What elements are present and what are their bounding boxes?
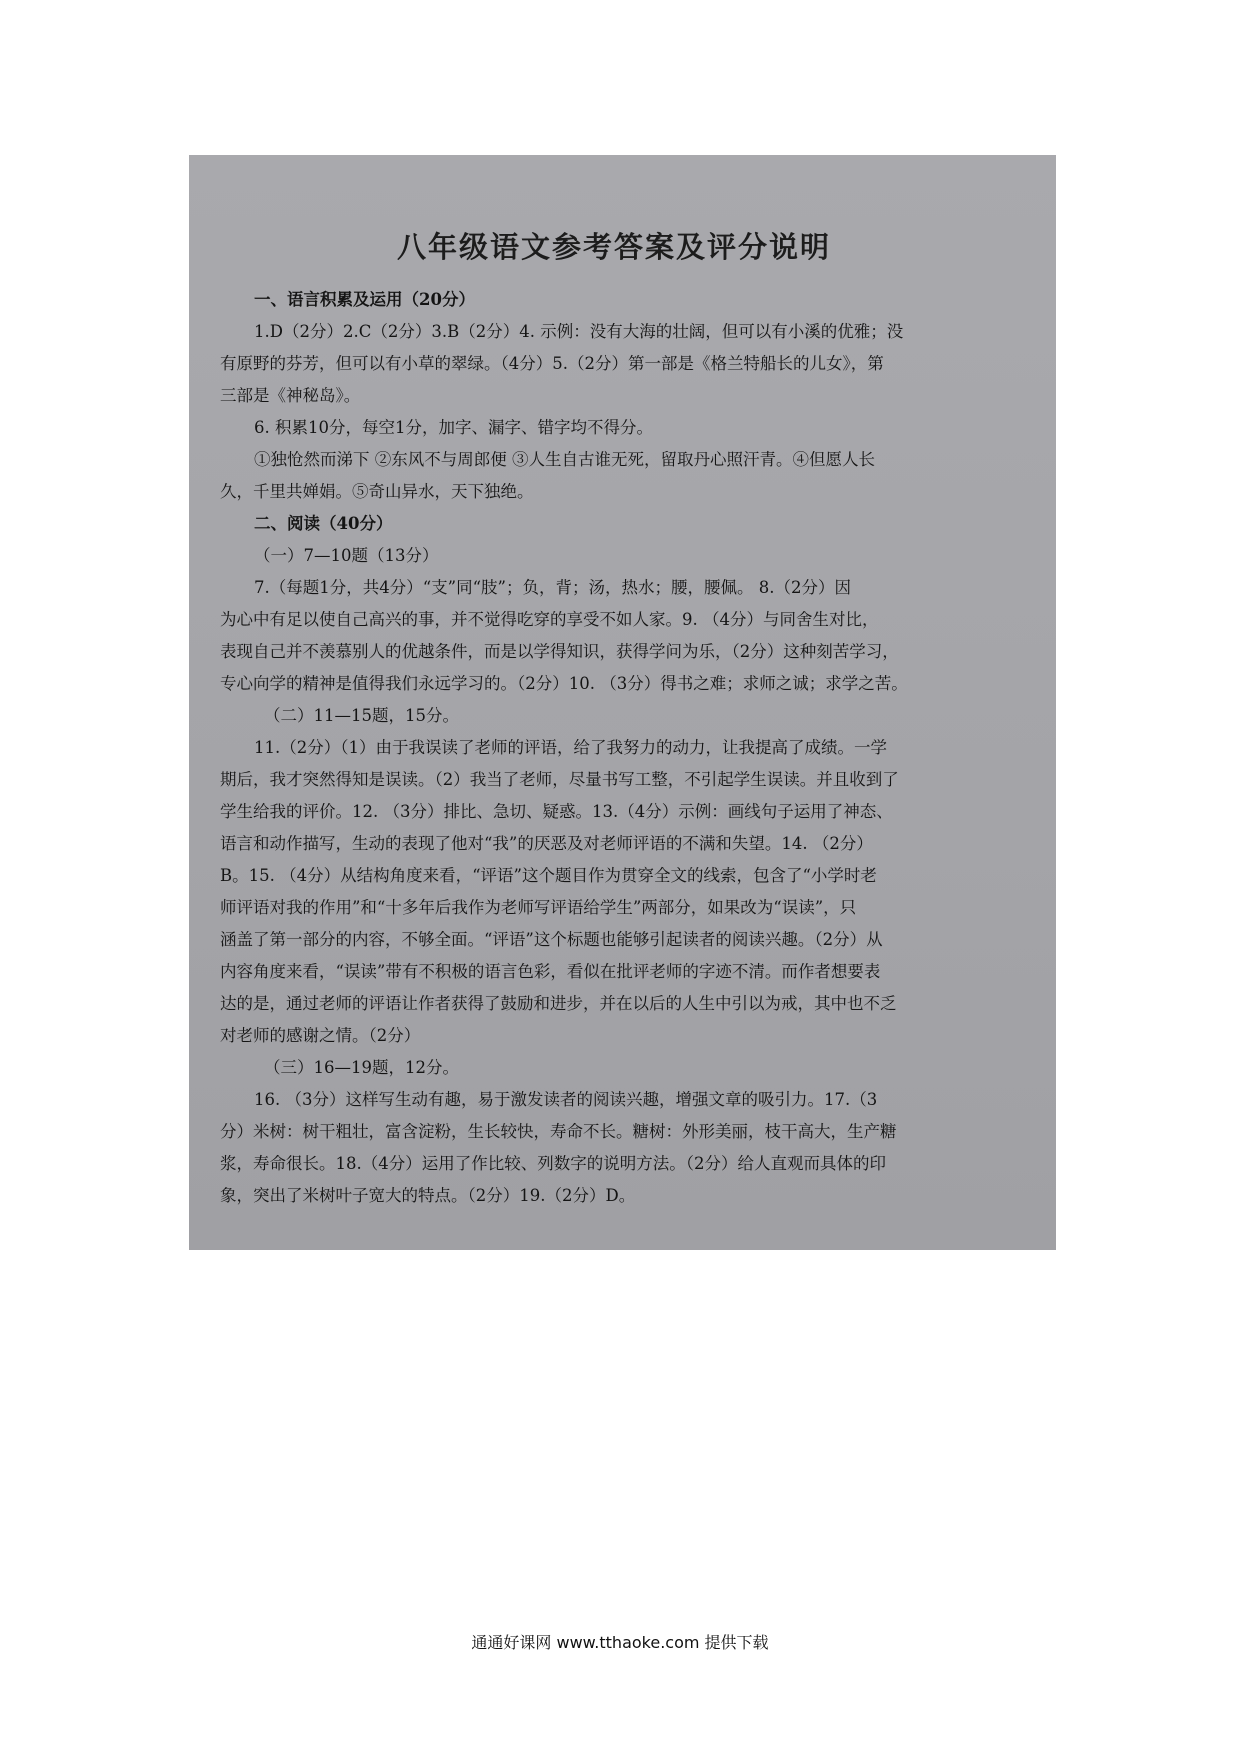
subsection-heading: （二）11—15题，15分。 (264, 706, 459, 725)
text-line: 11.（2分）（1）由于我误读了老师的评语，给了我努力的动力，让我提高了成绩。一学 (254, 738, 887, 757)
text-line: 达的是，通过老师的评语让作者获得了鼓励和进步，并在以后的人生中引以为戒，其中也不乏 (220, 994, 897, 1013)
section-heading-1: 一、语言积累及运用（20分） (254, 290, 475, 309)
footer-source-text: 通通好课网 www.tthaoke.com 提供下载 (471, 1633, 769, 1652)
section-heading-2: 二、阅读（40分） (254, 514, 393, 533)
text-line: 涵盖了第一部分的内容，不够全面。“评语”这个标题也能够引起读者的阅读兴趣。（2分）从 (220, 930, 883, 949)
text-line: 久，千里共婵娟。⑤奇山异水，天下独绝。 (220, 482, 534, 501)
text-line: 语言和动作描写，生动的表现了他对“我”的厌恶及对老师评语的不满和失望。14. （2分） (220, 834, 873, 853)
text-line: 有原野的芬芳，但可以有小草的翠绿。（4分）5.（2分）第一部是《格兰特船长的儿女》，第 (220, 354, 884, 373)
text-line: 学生给我的评价。12. （3分）排比、急切、疑惑。13.（4分）示例：画线句子运用了神态、 (220, 802, 893, 821)
text-line: 三部是《神秘岛》。 (220, 386, 361, 405)
text-line: 为心中有足以使自己高兴的事，并不觉得吃穿的享受不如人家。9. （4分）与同舍生对比， (220, 610, 879, 629)
text-line: 浆，寿命很长。18.（4分）运用了作比较、列数字的说明方法。（2分）给人直观而具体的印 (220, 1154, 886, 1173)
text-line: 6. 积累10分，每空1分，加字、漏字、错字均不得分。 (254, 418, 653, 437)
text-line: B。15. （4分）从结构角度来看，“评语”这个题目作为贯穿全文的线索，包含了“小学时老 (220, 866, 877, 885)
text-line: 期后，我才突然得知是误读。（2）我当了老师，尽量书写工整，不引起学生误读。并且收到了 (220, 770, 899, 789)
scanned-answer-sheet (189, 155, 1056, 1250)
text-line: 内容角度来看，“误读”带有不积极的语言色彩，看似在批评老师的字迹不清。而作者想要表 (220, 962, 881, 981)
subsection-heading: （三）16—19题，12分。 (264, 1058, 459, 1077)
text-line: 16. （3分）这样写生动有趣，易于激发读者的阅读兴趣，增强文章的吸引力。17.（3 (254, 1090, 878, 1109)
text-line: 7.（每题1分，共4分）“支”同“肢”；负，背；汤，热水；腰，腰佩。 8.（2分）因 (254, 578, 851, 597)
text-line: 对老师的感谢之情。（2分） (220, 1026, 421, 1045)
subsection-heading: （一）7—10题（13分） (254, 546, 439, 565)
text-line: 1.D（2分）2.C（2分）3.B（2分）4. 示例：没有大海的壮阔，但可以有小溪的优雅；没 (254, 322, 904, 341)
text-line: 师评语对我的作用”和“十多年后我作为老师写评语给学生”两部分，如果改为“误读”，只 (220, 898, 857, 917)
text-line: ①独怆然而涕下 ②东风不与周郎便 ③人生自古谁无死，留取丹心照汗青。④但愿人长 (254, 450, 875, 469)
text-line: 象，突出了米树叶子宽大的特点。（2分）19.（2分）D。 (220, 1186, 636, 1205)
text-line: 专心向学的精神是值得我们永远学习的。（2分）10. （3分）得书之难；求师之诚；求学之苦。 (220, 674, 908, 693)
text-line: 分）米树：树干粗壮，富含淀粉，生长较快，寿命不长。糖树：外形美丽，枝干高大，生产糖 (220, 1122, 897, 1141)
document-title: 八年级语文参考答案及评分说明 (396, 230, 831, 264)
text-line: 表现自己并不羡慕别人的优越条件，而是以学得知识，获得学问为乐，（2分）这种刻苦学习， (220, 642, 899, 661)
